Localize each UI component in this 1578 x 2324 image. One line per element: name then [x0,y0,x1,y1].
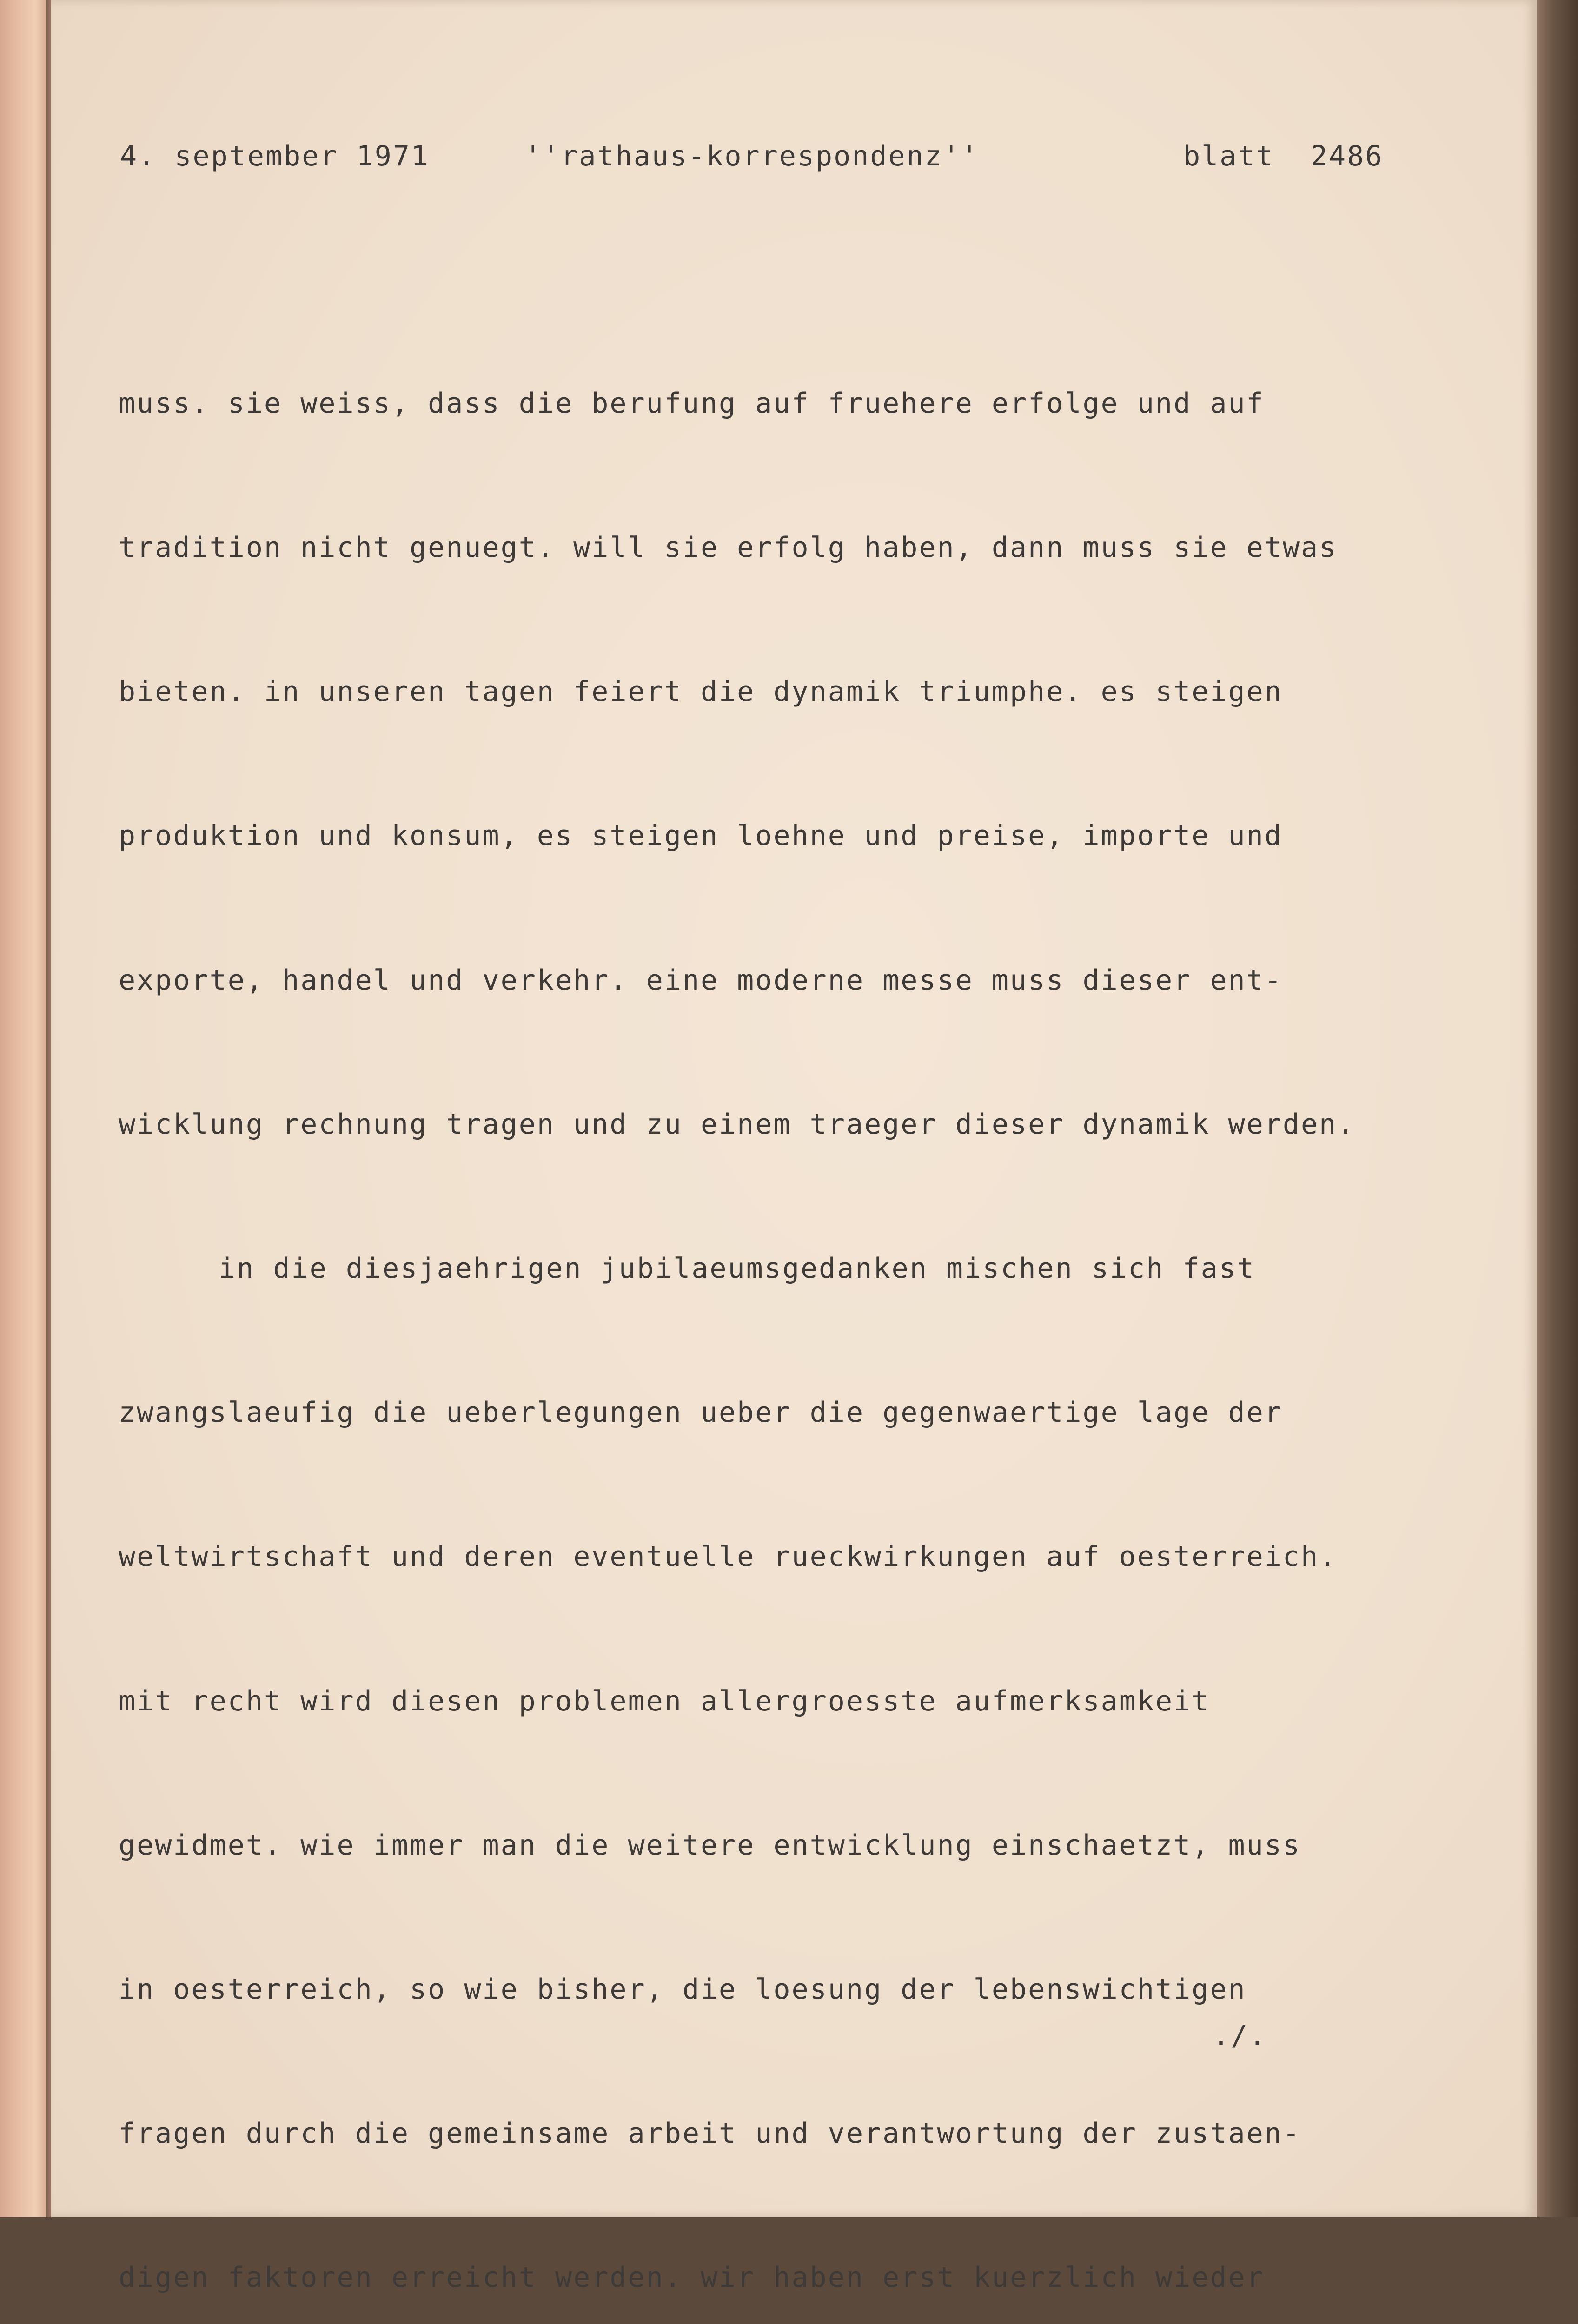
text-line: mit recht wird diesen problemen allergroesste aufmerksamkeit [119,1684,1210,1717]
continuation-mark: ./. [1213,2020,1267,2052]
body-text [119,284,1383,2324]
paragraph-start-line: in die diesjaehrigen jubilaeumsgedanken mischen sich fast [219,1252,1256,1285]
page-edge [1537,0,1578,2217]
sheet-number: 2486 [1310,140,1384,172]
header-sheet [1183,138,1383,175]
text-line: weltwirtschaft und deren eventuelle rueckwirkungen auf oesterreich. [119,1540,1338,1573]
header-publication: ''rathaus-korrespondenz'' [524,140,980,172]
text-line: muss. sie weiss, dass die berufung auf fruehere erfolge und auf [119,387,1265,420]
text-line: exporte, handel und verkehr. eine moderne messe muss dieser ent- [119,964,1283,997]
text-line: tradition nicht genuegt. will sie erfolg haben, dann muss sie etwas [119,531,1338,564]
text-line: produktion und konsum, es steigen loehne und preise, importe und [119,819,1283,852]
binding-strip [0,0,51,2217]
text-line: digen faktoren erreicht werden. wir haben erst kuerzlich wieder [119,2261,1265,2294]
text-line: in oesterreich, so wie bisher, die loesung der lebenswichtigen [119,1973,1246,2006]
text-line: bieten. in unseren tagen feiert die dynamik triumphe. es steigen [119,675,1283,708]
text-line: zwangslaeufig die ueberlegungen ueber die gegenwaertige lage der [119,1396,1283,1429]
text-line: gewidmet. wie immer man die weitere entwicklung einschaetzt, muss [119,1829,1301,1862]
sheet-label: blatt [1183,140,1274,172]
text-line: wicklung rechnung tragen und zu einem traeger dieser dynamik werden. [119,1108,1356,1141]
text-line: fragen durch die gemeinsame arbeit und verantwortung der zustaen- [119,2117,1301,2150]
header-date: 4. september 1971 [120,140,430,172]
